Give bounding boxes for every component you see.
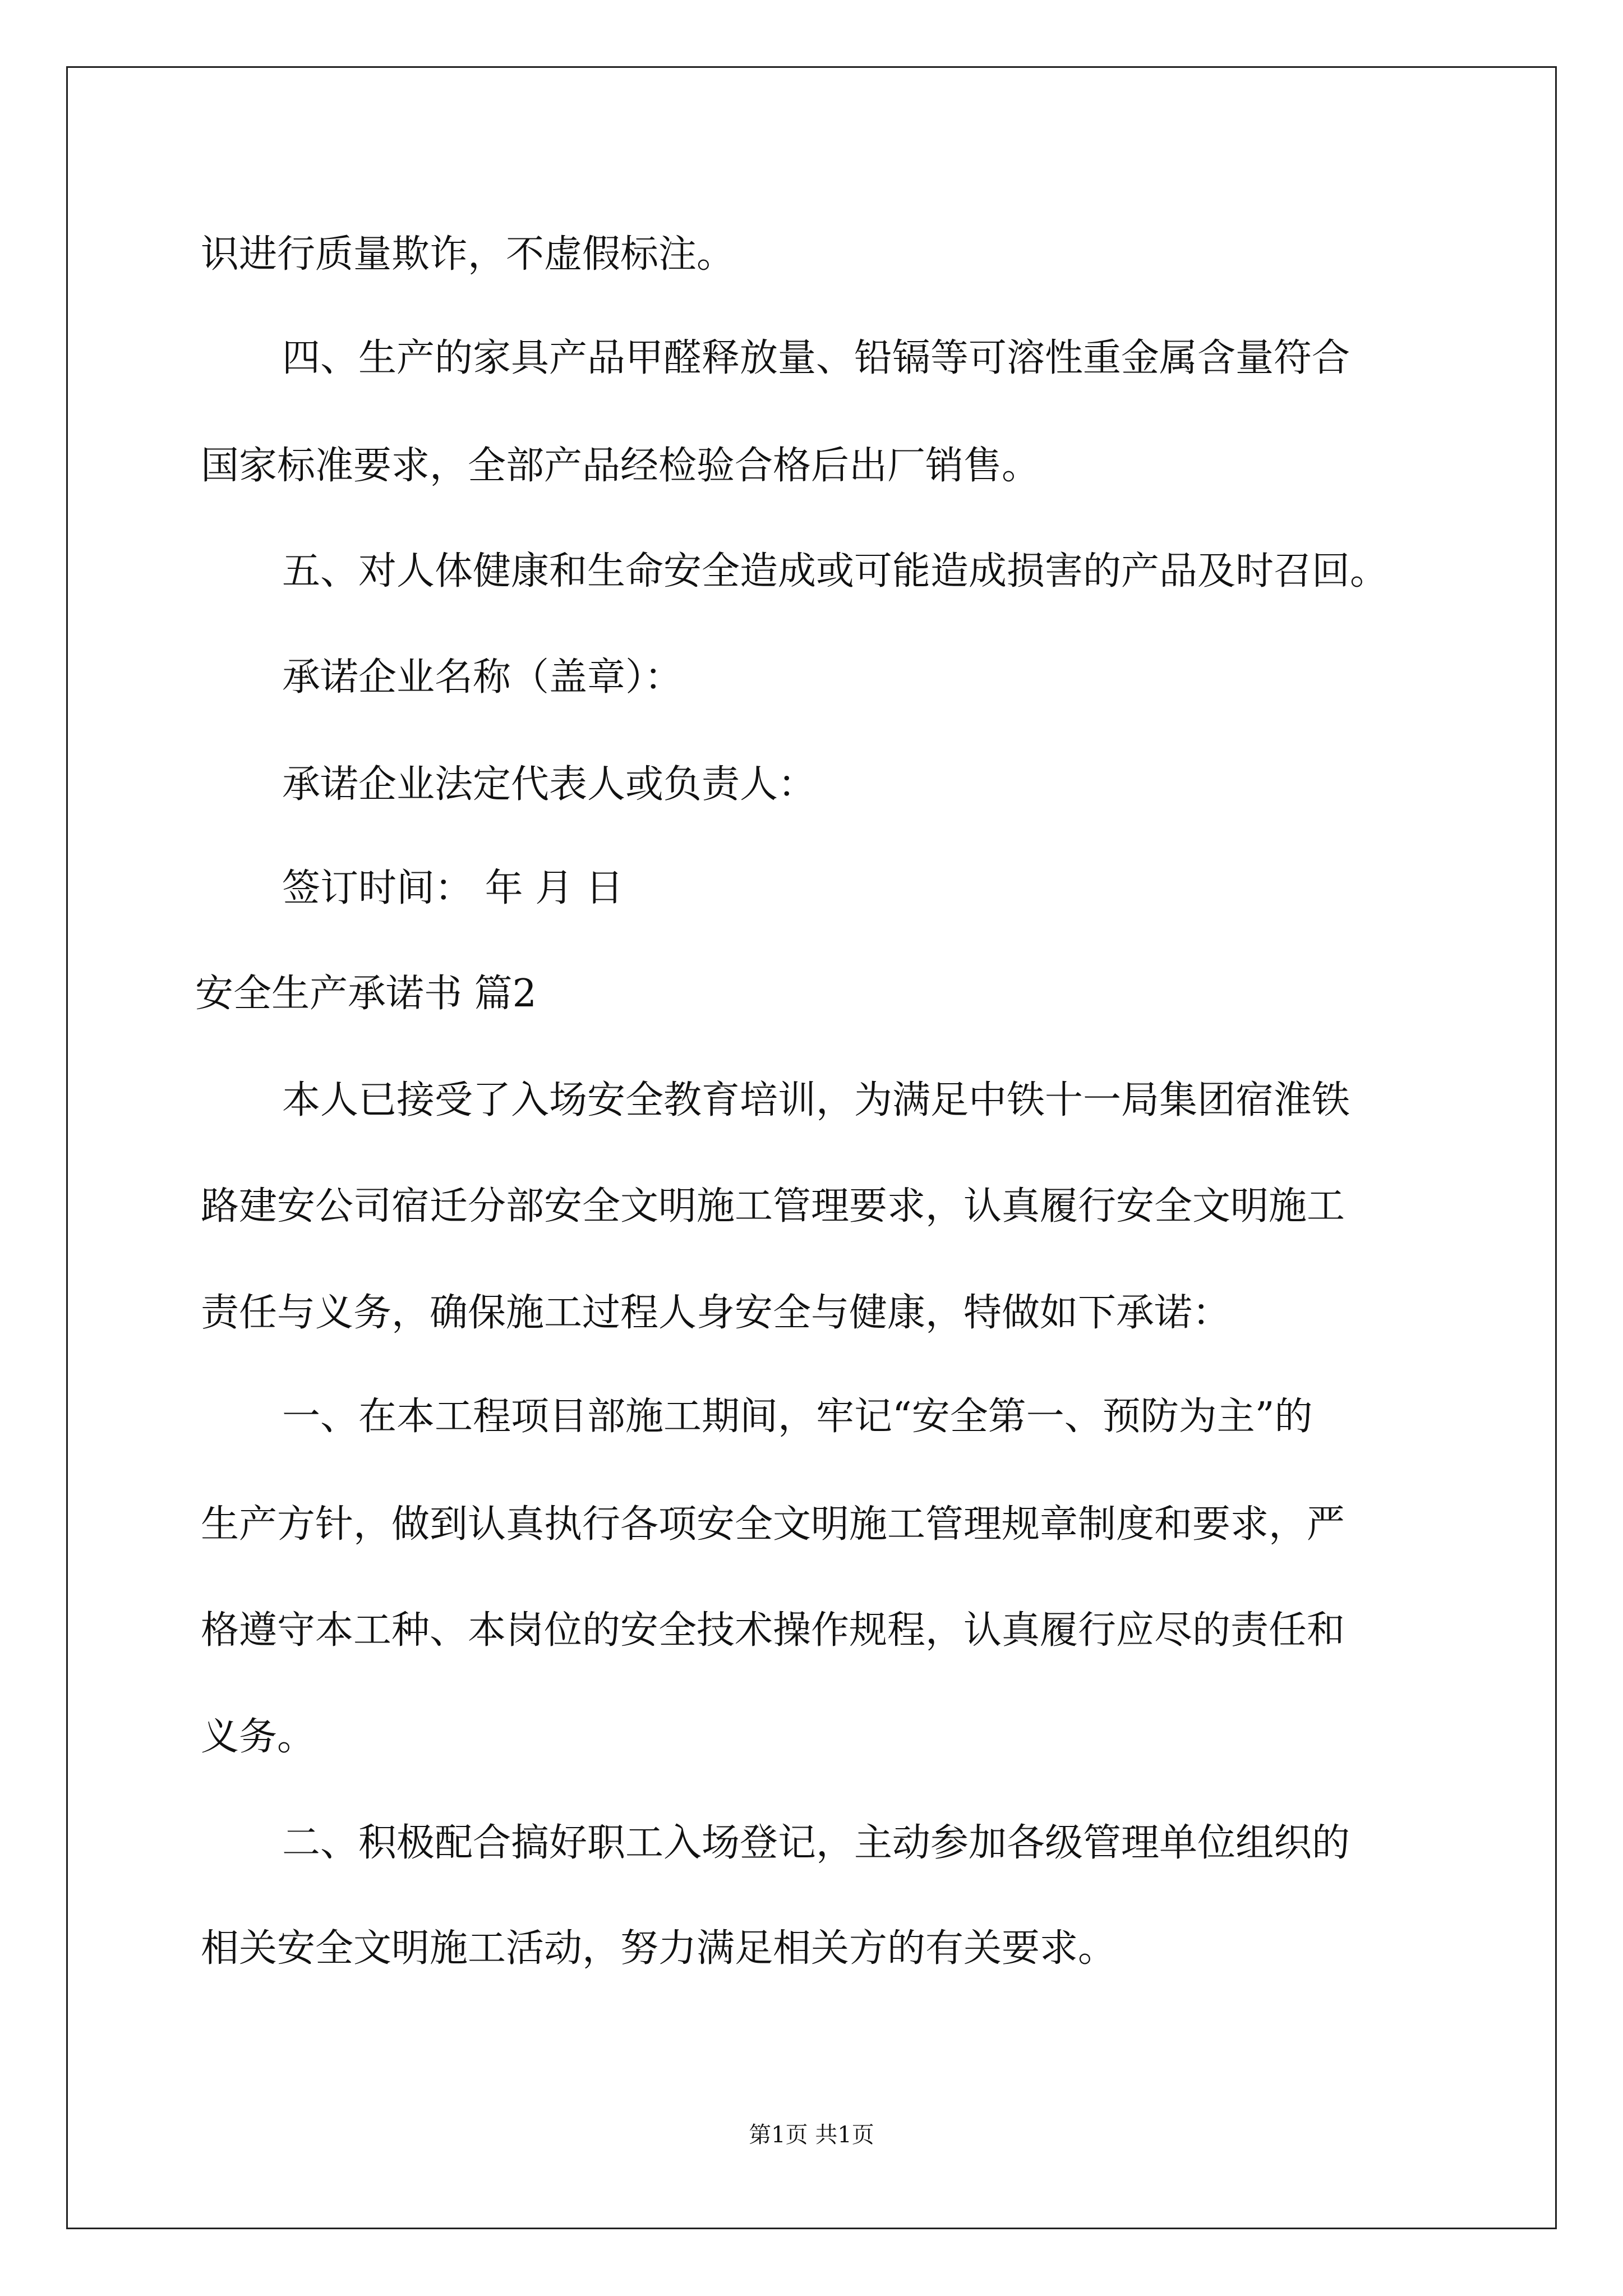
text-line: 格遵守本工种、本岗位的安全技术操作规程，认真履行应尽的责任和 [201, 1608, 1345, 1653]
text-line: 识进行质量欺诈，不虚假标注。 [201, 232, 735, 277]
text-line: 一、在本工程项目部施工期间，牢记“安全第一、预防为主”的 [282, 1395, 1313, 1439]
text-line: 二、积极配合搞好职工入场登记，主动参加各级管理单位组织的 [282, 1821, 1350, 1865]
text-line: 生产方针，做到认真执行各项安全文明施工管理规章制度和要求，严 [201, 1502, 1345, 1547]
page-frame [66, 66, 1557, 2229]
text-line: 签订时间： 年 月 日 [282, 866, 624, 910]
text-line: 路建安公司宿迁分部安全文明施工管理要求，认真履行安全文明施工 [201, 1184, 1345, 1228]
page-footer: 第1页 共1页 [749, 2122, 874, 2148]
text-line: 承诺企业名称（盖章）： [282, 655, 683, 700]
section-heading: 安全生产承诺书 篇2 [195, 972, 537, 1016]
text-line: 责任与义务，确保施工过程人身安全与健康，特做如下承诺： [201, 1291, 1231, 1335]
text-line: 本人已接受了入场安全教育培训，为满足中铁十一局集团宿淮铁 [282, 1078, 1350, 1122]
text-line: 国家标准要求，全部产品经检验合格后出厂销售。 [201, 444, 1040, 488]
text-line: 四、生产的家具产品甲醛释放量、铅镉等可溶性重金属含量符合 [282, 336, 1350, 380]
text-line: 义务。 [201, 1715, 316, 1759]
text-line: 五、对人体健康和生命安全造成或可能造成损害的产品及时召回。 [282, 549, 1389, 593]
text-line: 承诺企业法定代表人或负责人： [282, 762, 817, 807]
text-line: 相关安全文明施工活动，努力满足相关方的有关要求。 [201, 1926, 1117, 1971]
